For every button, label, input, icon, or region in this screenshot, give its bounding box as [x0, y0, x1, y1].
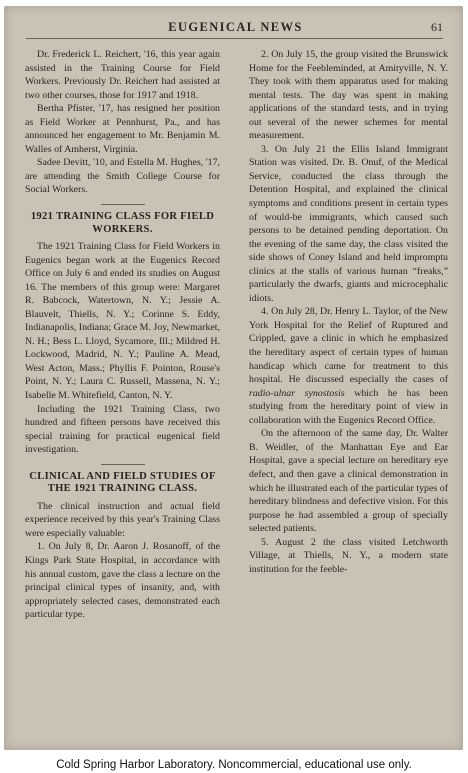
right-column: [249, 48, 448, 576]
paragraph: Sadee Devitt, '10, and Estella M. Hughes, '17, are attending the Smith College Course for Social Workers.: [25, 157, 220, 196]
section-heading-text: 1921 TRAINING CLASS FOR FIELD WORKERS.: [30, 211, 215, 235]
header-rule: [26, 38, 443, 39]
paragraph: [249, 305, 448, 427]
paragraph: Including the 1921 Training Class, two hundred and fifteen persons have received this special training for practical eugenical field investigation.: [25, 403, 220, 456]
section-heading: [25, 204, 220, 236]
copyright-footer: Cold Spring Harbor Laboratory. Noncommercial, educational use only.: [56, 759, 412, 771]
italic-term: radio-ulnar synostosis: [249, 387, 345, 399]
page-header: [26, 18, 445, 40]
section-divider: [101, 464, 145, 465]
paragraph-text: which he has been studying from the hereditary point of view in collaboration with the Eugenics Record Office.: [249, 387, 448, 426]
paragraph-text: 4. On July 28, Dr. Henry L. Taylor, of the New York Hospital for the Relief of Ruptured and Crippled, gave a clinic in which he emphasized the hereditary aspect of certain types of human handicap which came for treatment to this hospital. He discussed especially the cases of: [249, 306, 448, 386]
scanned-page: [4, 6, 463, 750]
left-column: [25, 48, 220, 622]
page-number: 61: [431, 20, 443, 34]
paragraph: Bertha Pfister, '17, has resigned her position as Field Worker at Pennhurst, Pa., and has announced her engagement to Mr. Benjamin M. Walles of Amherst, Virginia.: [25, 103, 220, 155]
paragraph: 3. On July 21 the Ellis Island Immigrant Station was visited. Dr. B. Onuf, of the Medical Service, conducted the class through the Detention Hospital, and explained the clinical symptoms and conditions present in certain types of would-be immigrants, which caused such persons to be detained pending deportation. On the evening of the same day, the class visited the side shows of Coney Island and held impromptu clinics at the stalls of various human “freaks,” particularly the dwarfs, giants and microcephalic idiots.: [249, 143, 448, 304]
section-heading-text: CLINICAL AND FIELD STUDIES OF THE 1921 TRAINING CLASS.: [29, 470, 216, 495]
paragraph: 1. On July 8, Dr. Aaron J. Rosanoff, of the Kings Park State Hospital, in accordance with his annual custom, gave the class a lecture on the principal clinical types of insanity, and, with appropriately selected cases, demonstrated each particular type.: [25, 541, 220, 621]
paragraph: On the afternoon of the same day, Dr. Walter B. Weidler, of the Manhattan Eye and Ear Hospital, gave a special lecture on hereditary eye defect, and then gave a clinical demonstration in which he illustrated each of the particular types of hereditary blindness and defective vision. For this purpose he had assembled a group of specially selected patients.: [249, 428, 448, 535]
paragraph: 2. On July 15, the group visited the Brunswick Home for the Feebleminded, at Amityville, N. Y. They took with them apparatus used for making mental tests. The day was spent in making applications of the standard tests, and in trying out several of the newer schemes for mental measurement.: [249, 49, 448, 142]
paragraph: 5. August 2 the class visited Letchworth Village, at Thiells, N. Y., a modern state institution for the feeble-: [249, 536, 448, 575]
paragraph: Dr. Frederick L. Reichert, '16, this year again assisted in the Training Course for Field Workers. Previously Dr. Reichert had assisted at two other courses, those for 1917 and 1918.: [25, 49, 220, 101]
section-divider: [101, 204, 145, 205]
paragraph: The clinical instruction and actual field experience received by this year's Training Class were especially valuable:: [25, 500, 220, 539]
section-heading: [25, 464, 220, 496]
paragraph: The 1921 Training Class for Field Workers in Eugenics began work at the Eugenics Record Office on July 6 and ended its studies on August 16. The members of this group were: Margaret R. Babcock, Watertown, N. Y.; Jessie A. Blauvelt, Thiells, N. Y.; Corinne S. Eddy, Indianapolis, Indiana; Grace M. Joy, Newmarket, N. H.; Bess L. Lloyd, Sycamore, Ill.; Mildred H. Lockwood, Madrid, N. Y.; Pauline A. Mead, West Acton, Mass.; Phyllis F. Pointon, Rouse's Point, N. Y.; Laura C. Russell, Massena, N. Y.; Isabelle M. Whitefield, Canton, N. Y.: [25, 241, 220, 402]
running-title: EUGENICAL NEWS: [168, 20, 303, 34]
